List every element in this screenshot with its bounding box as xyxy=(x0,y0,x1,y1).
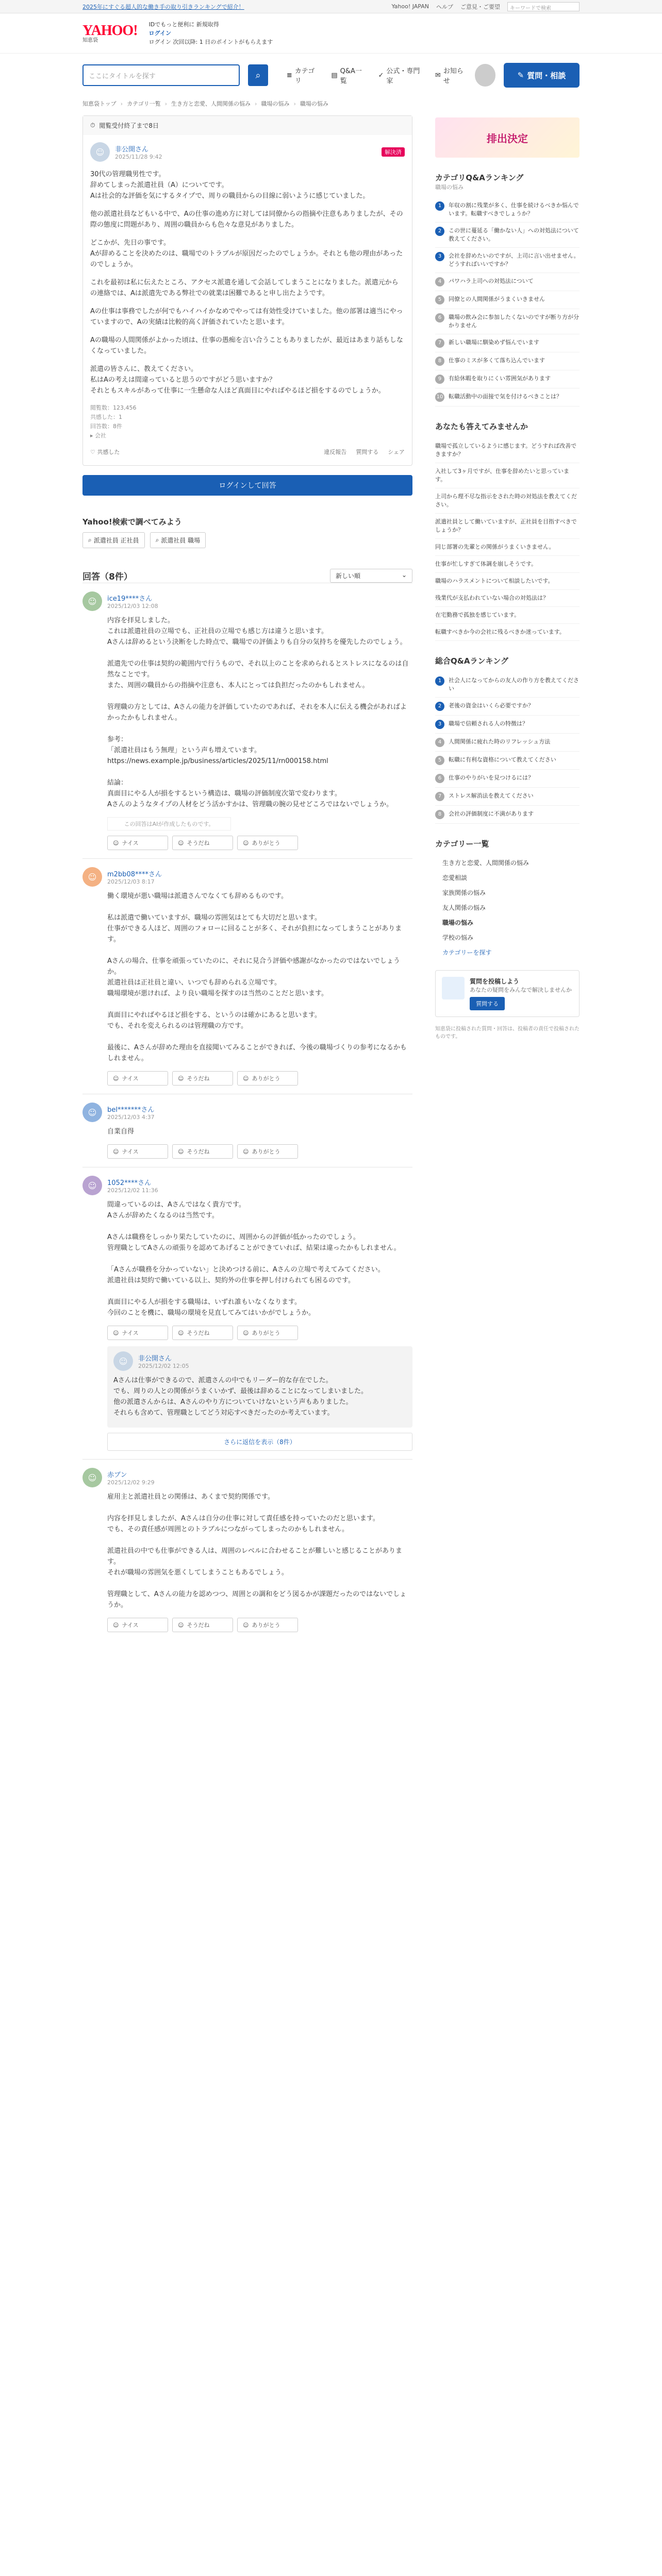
promo-ask-button[interactable]: 質問する xyxy=(470,997,505,1010)
answer-item xyxy=(82,1167,412,1459)
question-paragraph: Aの仕事は事務でしたが何でもハイハイかなめでやっては有効性受けていました。他の部署は適当にやっていますので、Aの実績は比較的高く評価されていたと思います。 xyxy=(90,308,403,326)
crumb-3[interactable]: 生き方と恋愛、人間関係の悩み xyxy=(171,100,251,107)
sub-header xyxy=(0,54,662,97)
answer-user[interactable]: ice19****さん xyxy=(107,595,153,603)
recommend-item[interactable]: 在宅勤務で孤独を感じています。 xyxy=(435,607,580,624)
ranking-item[interactable]: 9 有給休暇を取りにくい雰囲気があります xyxy=(435,370,580,388)
nav-qa-list[interactable]: ▤ Q&A一覧 xyxy=(331,67,362,85)
reply-text: Aさんは仕事ができるので、派遣さんの中でもリーダー的な存在でした。 でも、周りの人との関係がうまくいかず、最後は辞めることになってしまいました。 他の派遣さんからは、Aさんのやり方についていけないという声もありました。 それらも含めて、管理職としてどう対応すべきだったのか考えています。 xyxy=(113,1377,368,1417)
question-paragraph: Aの職場の人間関係がよかった頃は、仕事の愚痴を言い合うこともありましたが、最近はあまり話もしなくなっていました。 xyxy=(90,336,403,355)
status-badge: 解決済 xyxy=(382,147,405,157)
category-item-active[interactable]: 職場の悩み xyxy=(442,919,474,926)
answer-user[interactable]: bel*******さん xyxy=(107,1106,155,1114)
report-button[interactable]: 違反報告 xyxy=(324,449,347,455)
top-notice-link[interactable]: 2025年にすぐる超人的な働き手の取り引きランキングで紹介！ xyxy=(82,3,244,10)
recommend-item[interactable]: 職場のハラスメントについて相談したいです。 xyxy=(435,573,580,590)
ranking-item[interactable]: 1 年収の割に残業が多く、仕事を続けるべきか悩んでいます。転職すべきでしょうか？ xyxy=(435,197,580,223)
chevron-down-icon: ⌄ xyxy=(401,571,407,579)
agree-button[interactable]: ☺ そうだね xyxy=(172,1144,233,1159)
user-avatar[interactable]: ☺ xyxy=(82,1468,102,1487)
clock-icon: ⏱ xyxy=(90,122,95,129)
nice-button[interactable]: ☺ ナイス xyxy=(107,1618,168,1632)
more-replies-button[interactable]: さらに返信を表示（8件） xyxy=(107,1433,412,1451)
answer-text: 雇用主と派遣社員との関係は、あくまで契約関係です。 内容を拝見しましたが、Aさんは自分の仕事に対して責任感を持っていたのだと思います。 でも、その責任感が周囲とのトラブルにつながってしまったのかもしれません。 派遣社員の中でも仕事ができる人は、周囲のレベルに合わせることが難しいと感じることがあります。 それが職場の雰囲気を悪くしてしまうこともあるでしょう。 管理職として、Aさんの能力を認めつつ、周囲との調和をどう図るかが課題だったのではないでしょうか。 xyxy=(107,1493,407,1609)
ad-banner[interactable]: 排出決定 xyxy=(435,117,580,158)
empathy-button[interactable]: ♡ 共感した xyxy=(90,449,120,455)
nice-button[interactable]: ☺ ナイス xyxy=(107,1326,168,1340)
ranking-item[interactable]: 2 この世に蔓延る「働かない人」への対処法について教えてください。 xyxy=(435,223,580,248)
recommend-item[interactable]: 入社して3ヶ月ですが、仕事を辞めたいと思っています。 xyxy=(435,463,580,488)
recommend-item[interactable]: 残業代が支払われていない場合の対処法は？ xyxy=(435,590,580,607)
user-avatar[interactable]: ☺ xyxy=(90,142,110,162)
crumb-1[interactable]: 知恵袋トップ xyxy=(82,100,117,107)
footer-note: 知恵袋に投稿された質問・回答は、投稿者の責任で投稿されたものです。 xyxy=(435,1026,580,1040)
question-card xyxy=(82,115,412,466)
recommend-title: あなたも答えてみませんか xyxy=(435,422,528,431)
login-link[interactable]: ログイン xyxy=(148,30,171,37)
category-item[interactable]: 恋愛相談 xyxy=(442,874,468,882)
ask-question-button[interactable]: ✎ 質問・相談 xyxy=(504,63,580,88)
ranking-title: カテゴリQ&Aランキング 職場の悩み xyxy=(435,173,524,191)
nice-button[interactable]: ☺ ナイス xyxy=(107,836,168,850)
question-paragraph: これを最初は私に伝えたところ、アクセス派遣を通して会話してしまうことになりました。派遣元からの連絡では、Aは派遣先である弊社での就業は困難であると申し出たようです。 xyxy=(90,279,399,297)
answer-text: 自業自得 xyxy=(107,1128,135,1136)
ranking-item[interactable]: 5 転職に有利な資格について教えてください xyxy=(435,752,580,770)
answer-item xyxy=(82,858,412,1094)
search-input[interactable]: ここにタイトルを探す xyxy=(82,64,240,86)
answer-date: 2025/12/02 11:36 xyxy=(107,1187,158,1194)
breadcrumb: 知恵袋トップ › カテゴリ一覧 › 生き方と恋愛、人間関係の悩み › 職場の悩み › 職場の悩み xyxy=(82,100,328,107)
ranking-item[interactable]: 8 仕事のミスが多くて落ち込んでいます xyxy=(435,352,580,370)
promo-title: 質問を投稿しよう xyxy=(470,978,520,985)
nice-button[interactable]: ☺ ナイス xyxy=(107,1071,168,1086)
thanks-button[interactable]: ☺ ありがとう xyxy=(237,1144,298,1159)
category-item[interactable]: 友人関係の悩み xyxy=(442,904,486,911)
top-search-input[interactable]: キーワードで検索 xyxy=(507,2,580,11)
answer-date: 2025/12/03 4:37 xyxy=(107,1114,155,1121)
answer-item xyxy=(82,1459,412,1640)
nav-notice[interactable]: ✉ お知らせ xyxy=(435,67,464,85)
recommend-item[interactable]: 転職すべきか今の会社に残るべきか迷っています。 xyxy=(435,624,580,641)
search-chip[interactable]: ⌕ 派遣社員 正社員 xyxy=(82,532,145,548)
promo-text: あなたの疑問をみんなで解決しませんか xyxy=(470,987,572,993)
category-list-title: カテゴリー一覧 xyxy=(435,839,489,849)
ask-button[interactable]: 質問する xyxy=(356,449,379,455)
nav-category[interactable]: ≡ カテゴリ xyxy=(286,67,315,85)
answer-user[interactable]: 1052****さん xyxy=(107,1179,152,1187)
header xyxy=(0,13,662,54)
category-more-link[interactable]: カテゴリーを探す xyxy=(442,949,492,956)
thanks-button[interactable]: ☺ ありがとう xyxy=(237,1326,298,1340)
category-item[interactable]: 生き方と恋愛、人間関係の悩み xyxy=(442,859,529,867)
share-button[interactable]: シェア xyxy=(388,449,405,455)
answer-date: 2025/12/02 9:29 xyxy=(107,1479,155,1486)
reply-item xyxy=(107,1346,412,1428)
answer-text: 内容を拝見しました。 これは派遣社員の立場でも、正社員の立場でも感じ方は違うと思います。 Aさんは辞めるという決断をした時点で、職場での評価よりも自分の気持ちを優先したのでしょう。 派遣先での仕事は契約の範囲内で行うもので、それ以上のことを求められるとストレスになるのは自然なことです。 また、周囲の職員からの指摘や注意も、本人にとっては負担だったのかもしれません。 管理職の方としては、Aさんの能力を評価していたのであれば、それを本人に伝える機会があればよかったかもしれません。 参考： 「派遣社員はもう無理」という声も増えています。 https://news.example.jp/business/articles/2025/11/rn000158.html 結論： 真面目にやる人が損をするという構造は、職場の評価制度次第で変わります。 Aさんのようなタイプの人材をどう活かすかは、管理職の腕の見せどころではないでしょうか。 xyxy=(107,617,409,808)
recommend-item[interactable]: 派遣社員として働いていますが、正社員を目指すべきでしょうか？ xyxy=(435,514,580,539)
question-meta: 閲覧数：123,456 共感した：1 回答数：8件 xyxy=(90,404,137,430)
crumb-5: 職場の悩み xyxy=(300,100,328,107)
thanks-button[interactable]: ☺ ありがとう xyxy=(237,1618,298,1632)
yahoo-search-title: Yahoo!検索で調べてみよう xyxy=(82,517,182,527)
thanks-button[interactable]: ☺ ありがとう xyxy=(237,836,298,850)
sort-select[interactable]: 新しい順 ⌄ xyxy=(330,569,412,583)
recommend-item[interactable]: 仕事が忙しすぎて体調を崩しそうです。 xyxy=(435,556,580,573)
question-paragraph: 派遣の皆さんに、教えてください。 私はAの考えは間違っていると思うのですがどう思いますか？ それともスキルがあって仕事に一生懸命な人ほど真面目にやればやるほど損をするのでしょうか。 xyxy=(90,365,385,395)
overall-ranking-title: 総合Q&Aランキング xyxy=(435,656,508,666)
user-avatar[interactable]: ☺ xyxy=(82,1176,102,1195)
avatar[interactable] xyxy=(475,64,495,87)
category-item[interactable]: 学校の悩み xyxy=(442,934,474,941)
question-icon xyxy=(442,977,465,999)
ranking-item[interactable]: 8 会社の評価制度に不満があります xyxy=(435,806,580,824)
question-paragraph: どこかが、先日の事です。 Aが辞めることを決めたのは、職場でのトラブルが原因だったのでしょうか。それとも他の理由があったのでしょうか。 xyxy=(90,239,403,268)
answer-text: 働く環境が悪い職場は派遣さんでなくても辞めるものです。 私は派遣で働いていますが、職場の雰囲気はとても大切だと思います。 仕事ができる人ほど、周囲のフォローに回ることが多く、それが負担になってしまうことがあります。 Aさんの場合、仕事を頑張っていたのに、それに見合う評価や感謝がなかったのではないでしょうか。 派遣社員は正社員と違い、いつでも辞められる立場です。 職場環境が悪ければ、より良い職場を探すのは当然のことだと思います。 真面目にやればやるほど損をする、というのは確かにあると思います。 でも、それを変えられるのは管理職の方です。 最後に、Aさんが辞めた理由を直接聞いてみることができれば、今後の職場づくりの参考になるかもしれません。 xyxy=(107,892,407,1062)
user-avatar[interactable]: ☺ xyxy=(82,1103,102,1122)
ranking-item[interactable]: 10 転職活動中の面接で気を付けるべきことは？ xyxy=(435,388,580,406)
agree-button[interactable]: ☺ そうだね xyxy=(172,1326,233,1340)
reply-user[interactable]: 非公開さん xyxy=(138,1355,172,1363)
top-bar xyxy=(0,0,662,13)
header-login-info: IDでもっと便利に 新規取得 ログイン ログイン 次回以降: 1 日のポイントがもらえます xyxy=(148,21,273,45)
top-link-help[interactable]: ヘルプ xyxy=(436,3,453,10)
agree-button[interactable]: ☺ そうだね xyxy=(172,1618,233,1632)
ranking-item[interactable]: 6 職場の飲み会に参加したくないのですが断り方が分かりません xyxy=(435,309,580,334)
ranking-item[interactable]: 7 新しい職場に馴染めず悩んでいます xyxy=(435,334,580,352)
top-link-yahoo[interactable]: Yahoo! JAPAN xyxy=(391,3,429,10)
question-status: 閲覧受付終了まで8日 xyxy=(99,122,159,129)
ranking-item[interactable]: 4 パワハラ上司への対処法について xyxy=(435,273,580,291)
search-chip[interactable]: ⌕ 派遣社員 職場 xyxy=(150,532,206,548)
ranking-item[interactable]: 5 同僚との人間関係がうまくいきません xyxy=(435,291,580,309)
logo[interactable]: YAHOO! 知恵袋 xyxy=(82,22,138,43)
answers-title: 回答（8件） 新しい順 ⌄ xyxy=(82,569,412,583)
main-column xyxy=(82,110,412,1640)
search-icon[interactable]: ⌕ xyxy=(248,64,268,86)
ai-note: この回答はAIが作成したものです。 xyxy=(107,817,231,831)
answer-date: 2025/12/03 12:08 xyxy=(107,603,158,609)
crumb-4[interactable]: 職場の悩み xyxy=(261,100,290,107)
reply-date: 2025/12/02 12:05 xyxy=(138,1363,189,1369)
answer-item xyxy=(82,583,412,858)
user-avatar[interactable]: ☺ xyxy=(82,867,102,887)
ranking-item[interactable]: 2 老後の資金はいくら必要ですか？ xyxy=(435,698,580,716)
question-date: 2025/11/28 9:42 xyxy=(115,154,162,160)
agree-button[interactable]: ☺ そうだね xyxy=(172,836,233,850)
nice-button[interactable]: ☺ ナイス xyxy=(107,1144,168,1159)
recommend-item[interactable]: 職場で孤立しているように感じます。どうすれば改善できますか？ xyxy=(435,438,580,463)
question-category[interactable]: ▸ 会社 xyxy=(90,432,107,439)
question-paragraph: 30代の管理職男性です。 辞めてしまった派遣社員（A）についてです。 Aは社会的な評価を気にするタイプで、周りの職員からの目線に弱いように感じていました。 xyxy=(90,171,370,200)
answer-text: 間違っているのは、Aさんではなく貴方です。 Aさんが辞めたくなるのは当然です。 Aさんは職務をしっかり果たしていたのに、周囲からの評価が低かったのでしょう。 管理職としてAさんの頑張りを認めてあげることができていれば、結果は違ったかもしれません。 「Aさんが職務を分かっていない」と決めつける前に、Aさんの立場で考えてみてください。 派遣社員は契約で働いている以上、契約外の仕事を押し付けられても困るのです。 真面目にやる人が損をする職場は、いずれ誰もいなくなります。 今回のことを機に、職場の環境を見直してみてはいかがでしょうか。 xyxy=(107,1201,401,1317)
answer-date: 2025/12/03 8:17 xyxy=(107,878,155,885)
question-paragraph: 他の派遣社員などもいる中で、Aの仕事の進め方に対しては同僚からの指摘や注意もありましたが、その際の態度に問題があり、周囲の職員からも色々な意見がありました。 xyxy=(90,210,403,229)
search-icon: ⌕ xyxy=(155,536,159,544)
ranking-item[interactable]: 6 仕事のやりがいを見つけるには？ xyxy=(435,770,580,788)
answer-user[interactable]: 赤ブン xyxy=(107,1471,127,1479)
ranking-item[interactable]: 7 ストレス解消法を教えてください xyxy=(435,788,580,806)
recommend-item[interactable]: 上司から理不尽な指示をされた時の対処法を教えてください。 xyxy=(435,488,580,514)
sidebar xyxy=(435,110,580,1640)
ranking-item[interactable]: 1 社会人になってからの友人の作り方を教えてください xyxy=(435,672,580,698)
recommend-item[interactable]: 同じ部署の先輩との関係がうまくいきません。 xyxy=(435,539,580,556)
user-avatar[interactable]: ☺ xyxy=(82,591,102,611)
agree-button[interactable]: ☺ そうだね xyxy=(172,1071,233,1086)
crumb-2[interactable]: カテゴリ一覧 xyxy=(127,100,161,107)
thanks-button[interactable]: ☺ ありがとう xyxy=(237,1071,298,1086)
nav-experts[interactable]: ✓ 公式・専門家 xyxy=(378,67,420,85)
ranking-item[interactable]: 3 職場で信頼される人の特徴は？ xyxy=(435,716,580,734)
answer-item xyxy=(82,1094,412,1167)
search-icon: ⌕ xyxy=(88,536,92,544)
category-item[interactable]: 家族関係の悩み xyxy=(442,889,486,896)
answer-user[interactable]: m2bb08****さん xyxy=(107,871,162,878)
ranking-item[interactable]: 3 会社を辞めたいのですが、上司に言い出せません。どうすればいいですか？ xyxy=(435,248,580,273)
login-to-answer-button[interactable]: ログインして回答 xyxy=(82,475,412,496)
promo-box xyxy=(435,970,580,1017)
user-avatar[interactable]: ☺ xyxy=(113,1351,133,1371)
ranking-item[interactable]: 4 人間関係に疲れた時のリフレッシュ方法 xyxy=(435,734,580,752)
question-user[interactable]: 非公開さん xyxy=(115,146,149,154)
top-link-feedback[interactable]: ご意見・ご要望 xyxy=(460,3,500,10)
